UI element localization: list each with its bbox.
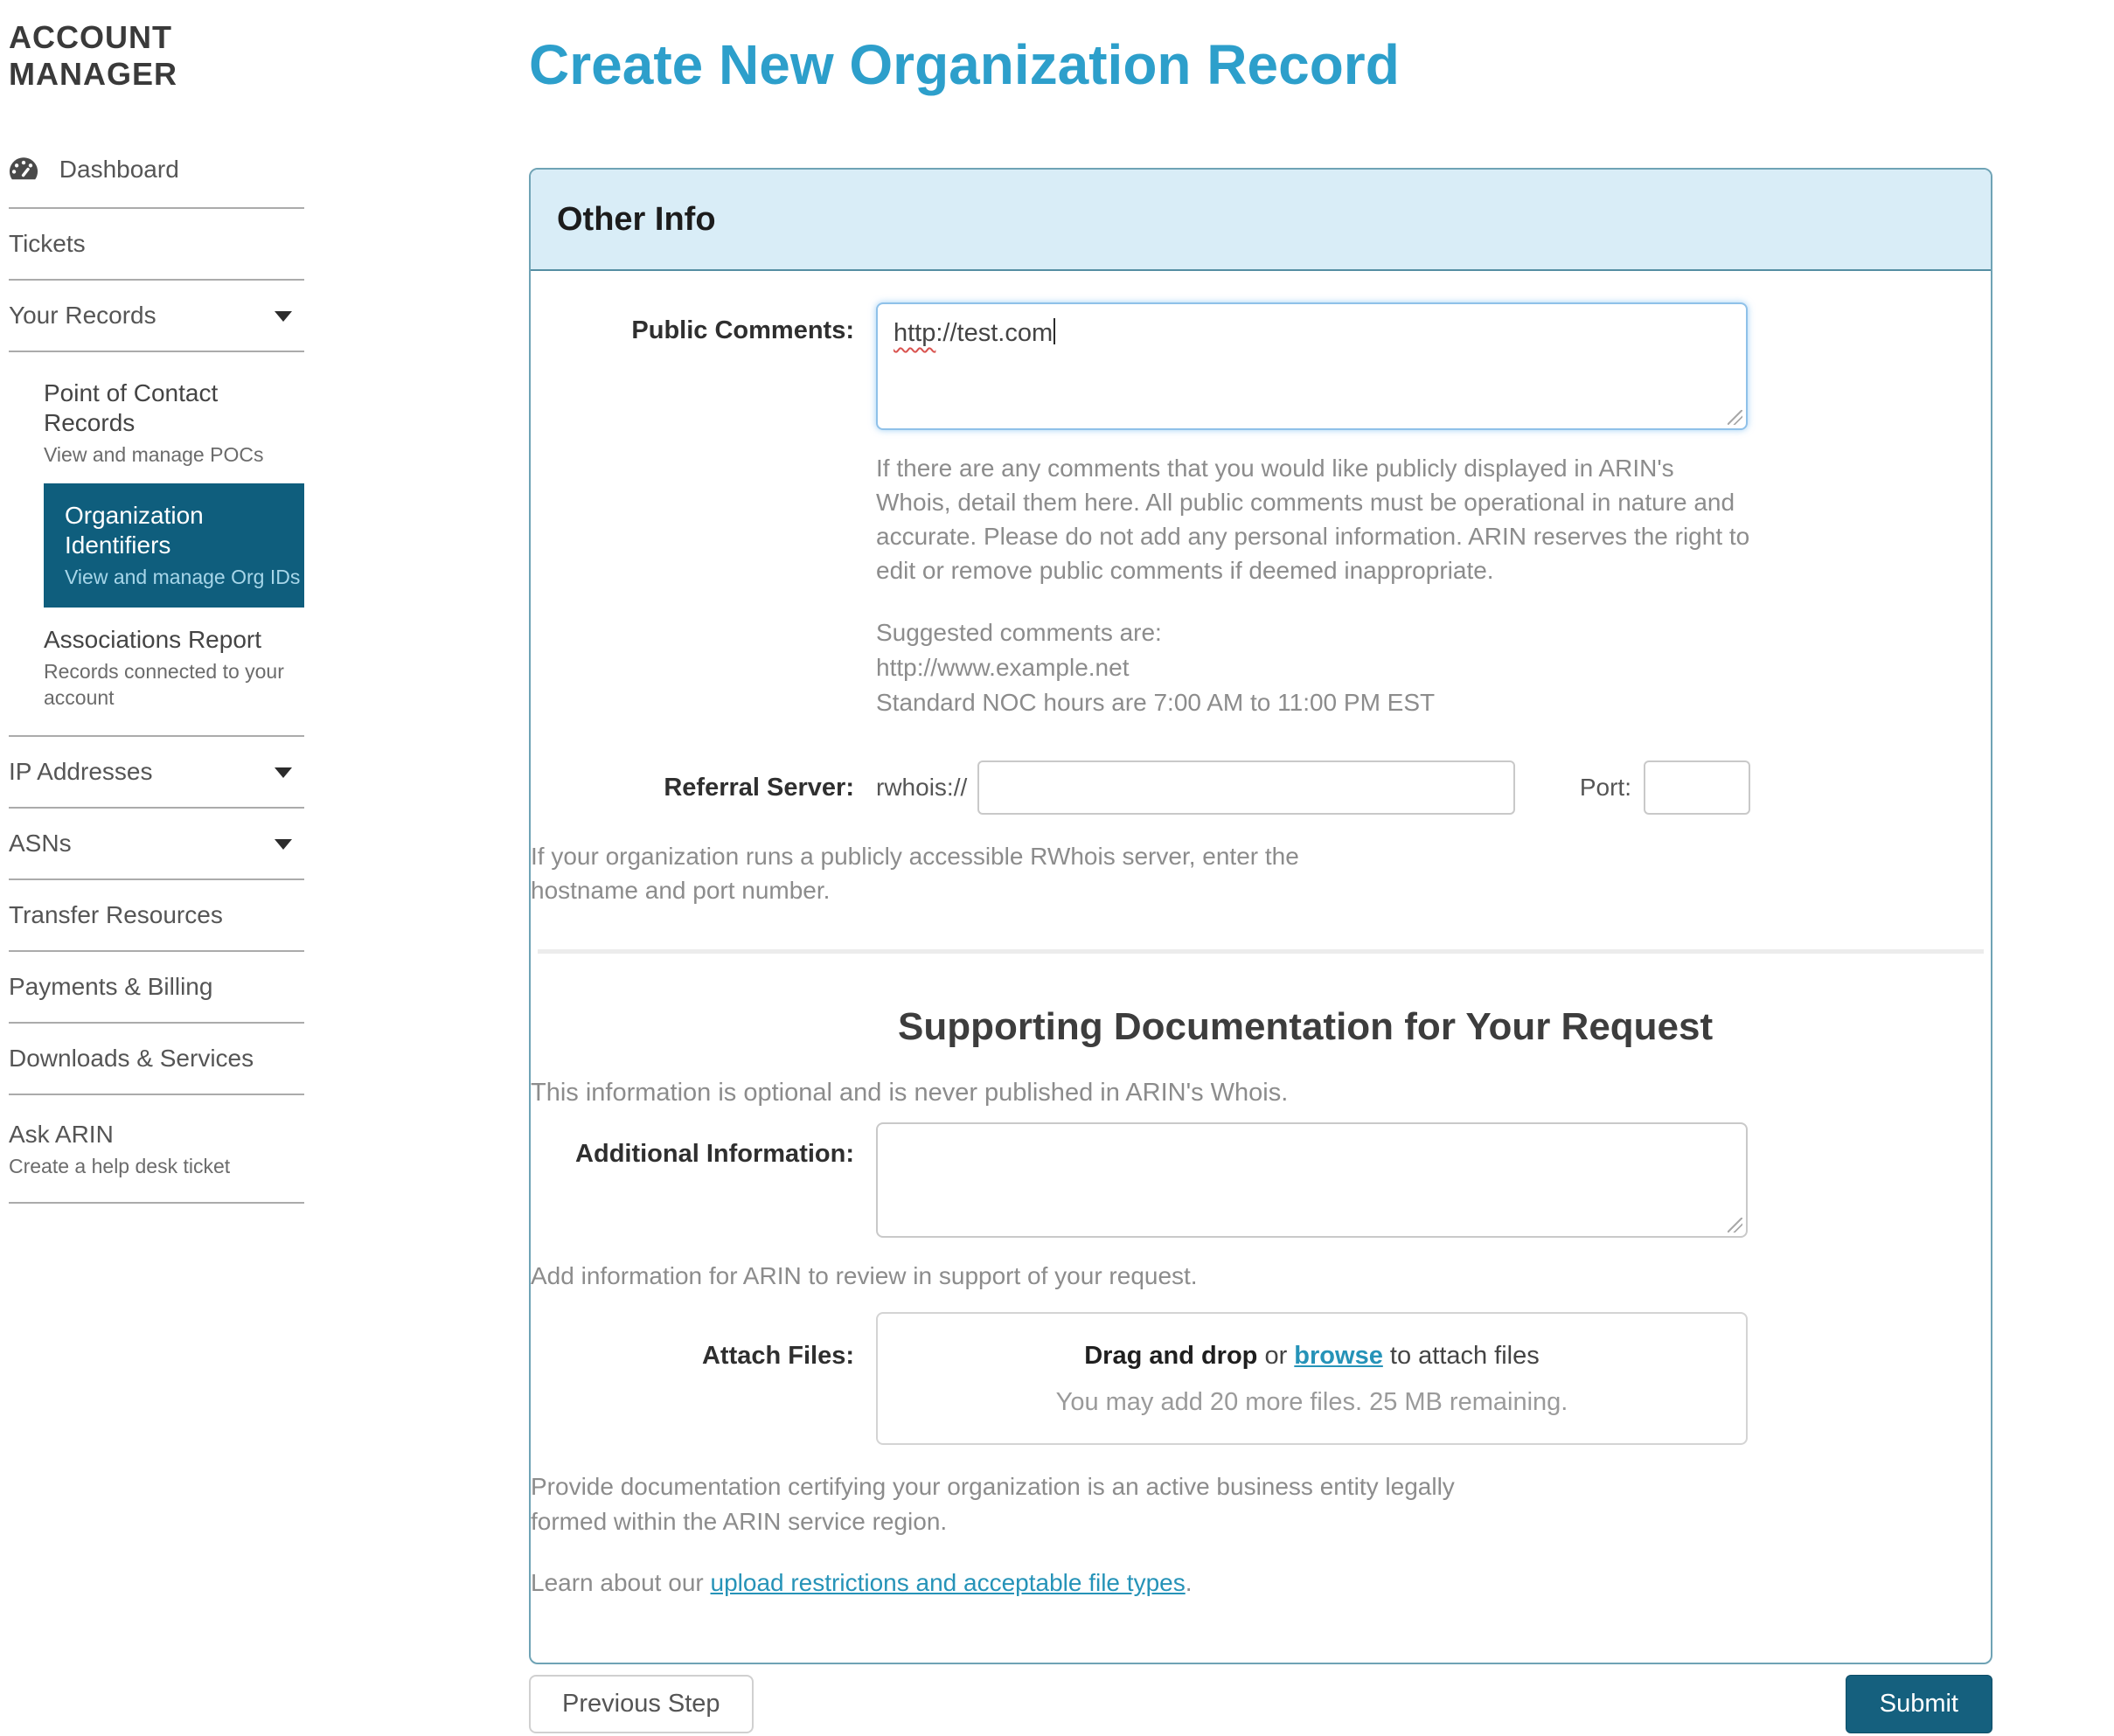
sidebar-subitem-desc: Records connected to your account (44, 660, 284, 709)
additional-info-help: Add information for ARIN to review in support of your request. (531, 1262, 1198, 1289)
suggested-intro: Suggested comments are: (876, 619, 1162, 646)
additional-info-field (876, 1122, 1750, 1238)
public-comments-row (531, 302, 1991, 720)
chevron-down-icon (275, 839, 292, 850)
attach-files-help: Provide documentation certifying your organization is an active business entity legally formed within the ARIN service region. (531, 1473, 1455, 1535)
sidebar-item-payments-billing[interactable] (9, 952, 304, 1022)
public-comments-text: ://test.com (935, 319, 1054, 347)
sidebar-item-asns[interactable] (9, 809, 304, 878)
sidebar-item-ask-arin[interactable] (9, 1115, 304, 1184)
sidebar-item-label: IP Addresses (9, 758, 153, 785)
additional-info-textarea[interactable] (876, 1122, 1748, 1238)
upload-restrictions-link[interactable]: upload restrictions and acceptable file types (710, 1569, 1186, 1596)
sidebar-item-ip-addresses[interactable] (9, 737, 304, 807)
sidebar-item-dashboard[interactable] (9, 135, 304, 207)
sidebar-item-label: Downloads & Services (9, 1045, 254, 1072)
sidebar-item-label: Tickets (9, 230, 86, 257)
public-comments-field (876, 302, 1750, 720)
attach-files-row (531, 1312, 1991, 1445)
public-comments-textarea[interactable] (876, 302, 1748, 430)
text-cursor (1054, 318, 1055, 344)
your-records-subgroup (9, 352, 304, 735)
sidebar-item-poc-records[interactable] (44, 373, 304, 473)
other-info-panel (529, 168, 1992, 1664)
sidebar-subitem-desc: Create a help desk ticket (9, 1155, 231, 1177)
port-label: Port: (1579, 774, 1631, 801)
chevron-down-icon (275, 311, 292, 322)
file-dropzone[interactable] (876, 1312, 1748, 1445)
port-input[interactable] (1644, 760, 1750, 815)
sidebar-item-downloads-services[interactable] (9, 1024, 304, 1094)
dashboard-gauge-icon (9, 156, 38, 188)
supporting-doc-subheading: This information is optional and is never published in ARIN's Whois. (531, 1079, 1289, 1107)
sidebar-subitem-title: Point of Contact Records (44, 379, 219, 436)
sidebar-item-label: Payments & Billing (9, 973, 213, 1000)
sidebar (9, 0, 304, 1204)
suggested-line-2: Standard NOC hours are 7:00 AM to 11:00 PM EST (876, 689, 1436, 716)
sidebar-item-your-records[interactable] (9, 281, 304, 351)
submit-button[interactable]: Submit (1846, 1675, 1992, 1733)
attach-files-label: Attach Files: (701, 1342, 854, 1370)
attach-files-field (876, 1312, 1750, 1445)
page-title: Create New Organization Record (529, 33, 1400, 96)
public-comments-help: If there are any comments that you would like publicly displayed in ARIN's Whois, detail them here. All public comments must be operational in nature and accurate. Please do not add any personal information. ARIN reserves the right to edit or remove public comments if deemed inappropriate. (876, 455, 1750, 584)
sidebar-item-label: Dashboard (59, 156, 179, 183)
additional-info-row (531, 1122, 1991, 1238)
section-divider (538, 949, 1984, 954)
referral-server-row (531, 760, 1991, 815)
rwhois-protocol-prefix: rwhois:// (876, 774, 968, 801)
sidebar-subitem-desc: View and manage POCs (44, 443, 264, 466)
referral-server-help: If your organization runs a publicly accessible RWhois server, enter the hostname and port number. (531, 843, 1299, 904)
public-comments-label: Public Comments: (631, 316, 854, 344)
sidebar-subitem-title: Organization Identifiers (65, 502, 204, 559)
additional-info-label: Additional Information: (575, 1140, 854, 1168)
form-actions (529, 1675, 1992, 1733)
sidebar-subitem-title: Associations Report (44, 626, 262, 653)
main-content (529, 0, 1996, 1733)
browse-link[interactable]: browse (1294, 1342, 1383, 1370)
referral-server-label: Referral Server: (664, 773, 854, 802)
suggested-comments (876, 615, 1750, 720)
sidebar-item-label: Transfer Resources (9, 901, 223, 928)
referral-server-input[interactable] (977, 760, 1515, 815)
dropzone-instruction: Drag and drop or browse to attach files (1084, 1342, 1540, 1370)
app-title: ACCOUNT MANAGER (9, 19, 177, 92)
upload-restrictions-line: Learn about our upload restrictions and acceptable file types. (531, 1569, 1193, 1596)
sidebar-item-label: ASNs (9, 830, 72, 857)
dropzone-limits: You may add 20 more files. 25 MB remaining. (1055, 1388, 1568, 1416)
previous-step-button[interactable]: Previous Step (529, 1675, 754, 1733)
sidebar-item-org-identifiers[interactable] (44, 483, 304, 608)
sidebar-item-associations-report[interactable] (44, 620, 304, 716)
sidebar-divider (9, 1202, 304, 1204)
suggested-line-1: http://www.example.net (876, 654, 1130, 681)
panel-header: Other Info (531, 170, 1991, 271)
spellcheck-flagged-text: http (894, 319, 936, 347)
chevron-down-icon (275, 767, 292, 778)
panel-body (531, 271, 1991, 1663)
sidebar-subitem-desc: View and manage Org IDs (65, 566, 301, 588)
supporting-doc-heading: Supporting Documentation for Your Request (898, 1005, 1714, 1048)
ask-arin-group (9, 1095, 304, 1202)
sidebar-item-tickets[interactable] (9, 209, 304, 279)
sidebar-item-transfer-resources[interactable] (9, 880, 304, 950)
referral-server-field (876, 760, 1750, 815)
sidebar-item-label: Your Records (9, 302, 156, 329)
sidebar-item-label: Ask ARIN (9, 1121, 114, 1148)
drag-and-drop-text: Drag and drop (1084, 1342, 1258, 1370)
